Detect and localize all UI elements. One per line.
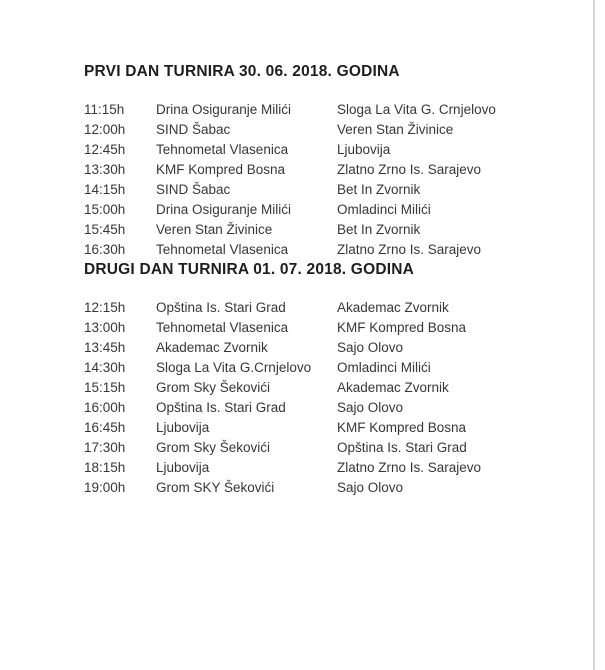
match-row	[84, 438, 554, 458]
match-time: 13:30h	[84, 162, 126, 177]
schedule-content	[84, 62, 554, 498]
match-time: 12:45h	[84, 142, 126, 157]
away-team: Omladinci Milići	[337, 360, 431, 375]
match-row	[84, 338, 554, 358]
match-row	[84, 180, 554, 200]
away-team: Omladinci Milići	[337, 202, 431, 217]
match-time: 13:45h	[84, 340, 126, 355]
match-time: 18:15h	[84, 460, 126, 475]
match-time: 14:15h	[84, 182, 126, 197]
away-team: Bet In Zvornik	[337, 222, 421, 237]
match-row	[84, 378, 554, 398]
match-row	[84, 318, 554, 338]
away-team: Bet In Zvornik	[337, 182, 421, 197]
home-team: Tehnometal Vlasenica	[156, 142, 289, 157]
match-time: 14:30h	[84, 360, 126, 375]
match-row	[84, 358, 554, 378]
home-team: Drina Osiguranje Milići	[156, 202, 292, 217]
match-row	[84, 200, 554, 220]
match-time: 12:00h	[84, 122, 126, 137]
match-row	[84, 458, 554, 478]
match-row	[84, 418, 554, 438]
away-team: Sajo Olovo	[337, 480, 404, 495]
match-time: 12:15h	[84, 300, 126, 315]
day-heading: PRVI DAN TURNIRA 30. 06. 2018. GODINA	[84, 63, 400, 80]
away-team: Ljubovija	[337, 142, 391, 157]
away-team: Akademac Zvornik	[337, 300, 449, 315]
away-team: Akademac Zvornik	[337, 380, 449, 395]
home-team: SIND Šabac	[156, 122, 231, 137]
match-time: 15:45h	[84, 222, 126, 237]
match-time: 19:00h	[84, 480, 126, 495]
away-team: Veren Stan Živinice	[337, 122, 454, 137]
match-row	[84, 120, 554, 140]
away-team: Zlatno Zrno Is. Sarajevo	[337, 460, 482, 475]
page-edge-line	[593, 0, 595, 670]
home-team: Grom Sky Šekovići	[156, 440, 271, 455]
match-time: 16:00h	[84, 400, 126, 415]
day-heading: DRUGI DAN TURNIRA 01. 07. 2018. GODINA	[84, 261, 415, 278]
away-team: KMF Kompred Bosna	[337, 420, 467, 435]
match-list	[84, 100, 554, 260]
away-team: KMF Kompred Bosna	[337, 320, 467, 335]
match-row	[84, 160, 554, 180]
away-team: Sajo Olovo	[337, 340, 404, 355]
home-team: Akademac Zvornik	[156, 340, 268, 355]
away-team: Zlatno Zrno Is. Sarajevo	[337, 242, 482, 257]
home-team: Grom Sky Šekovići	[156, 380, 271, 395]
match-list	[84, 298, 554, 498]
home-team: Grom SKY Šekovići	[156, 480, 275, 495]
home-team: SIND Šabac	[156, 182, 231, 197]
match-time: 11:15h	[84, 102, 125, 117]
match-time: 15:00h	[84, 202, 126, 217]
tournament-day-section	[84, 62, 554, 260]
home-team: Drina Osiguranje Milići	[156, 102, 292, 117]
tournament-day-section	[84, 260, 554, 498]
match-row	[84, 240, 554, 260]
home-team: Veren Stan Živinice	[156, 222, 273, 237]
away-team: Sajo Olovo	[337, 400, 404, 415]
away-team: Sloga La Vita G. Crnjelovo	[337, 102, 496, 117]
match-time: 16:45h	[84, 420, 126, 435]
match-time: 16:30h	[84, 242, 126, 257]
match-row	[84, 298, 554, 318]
home-team: Ljubovija	[156, 460, 210, 475]
home-team: KMF Kompred Bosna	[156, 162, 286, 177]
match-time: 15:15h	[84, 380, 126, 395]
match-row	[84, 100, 554, 120]
match-row	[84, 398, 554, 418]
match-row	[84, 140, 554, 160]
match-time: 13:00h	[84, 320, 126, 335]
away-team: Zlatno Zrno Is. Sarajevo	[337, 162, 482, 177]
home-team: Opština Is. Stari Grad	[156, 300, 286, 315]
match-time: 17:30h	[84, 440, 126, 455]
home-team: Tehnometal Vlasenica	[156, 320, 289, 335]
home-team: Sloga La Vita G.Crnjelovo	[156, 360, 312, 375]
home-team: Opština Is. Stari Grad	[156, 400, 286, 415]
match-row	[84, 478, 554, 498]
home-team: Ljubovija	[156, 420, 210, 435]
home-team: Tehnometal Vlasenica	[156, 242, 289, 257]
away-team: Opština Is. Stari Grad	[337, 440, 467, 455]
match-row	[84, 220, 554, 240]
